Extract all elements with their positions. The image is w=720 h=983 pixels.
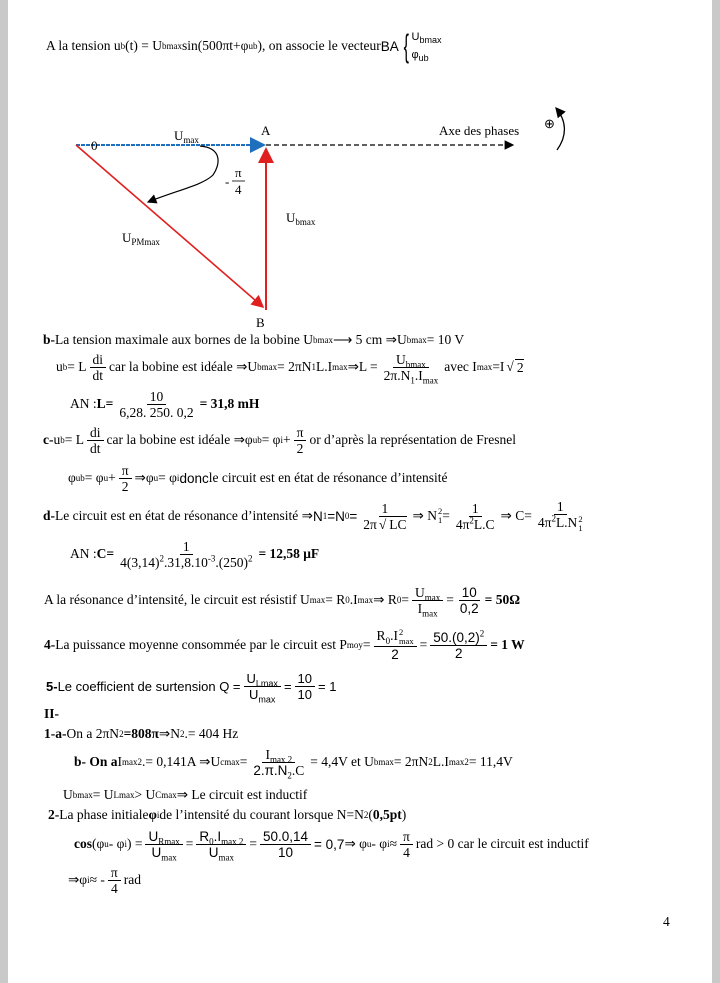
numerator (147, 389, 167, 405)
text-fragment: 10 (297, 670, 312, 686)
bold-text: φ (148, 807, 157, 822)
numerator (294, 425, 307, 441)
component-list (412, 28, 442, 64)
text-fragment: > U (134, 787, 156, 802)
intro-line: A la tension u b (t) = U bmax sin(500πt+φ ub ), on associe le vecteur BA { $U_{bmax}$ $\varphi_{ub}$ (46, 28, 442, 64)
denominator (453, 517, 498, 532)
subscript: 1 (578, 523, 583, 533)
text-fragment: avec I (444, 359, 477, 374)
text-fragment: 4π (537, 515, 552, 531)
numerator (412, 585, 443, 601)
bold-text: 5- (46, 678, 58, 694)
text-fragment: π (296, 424, 304, 440)
text-fragment: .(250) (215, 554, 248, 570)
part-b-line: b- La tension maximale aux bornes de la bobine U bmax ⟶ 5 cm ⇒U bmax = 10 V (43, 332, 465, 347)
angle-den: 4 (235, 182, 242, 197)
text-fragment: 6,28. 250. 0,2 (119, 404, 194, 420)
bold-text: = 31,8 mH (199, 396, 260, 411)
text-fragment: ⇒L = (347, 359, 378, 374)
fraction (374, 628, 417, 662)
radicand (387, 516, 406, 532)
sans-text: BA (380, 38, 399, 54)
denominator (452, 646, 466, 661)
numerator (87, 425, 104, 441)
text-fragment: 2π (363, 516, 377, 532)
positive-sense-icon: ⊕ (544, 116, 555, 131)
superscript: 2 (551, 513, 556, 524)
angle-arrow (148, 146, 218, 202)
phi-i-result: ⇒φ i ≈ - $\frac{\pi}{4}$ rad (68, 864, 141, 896)
text-fragment: .I (390, 628, 398, 644)
text-fragment: = R (325, 592, 346, 607)
denominator (90, 368, 107, 383)
subscript: bmax (419, 35, 442, 46)
sans-text: = 0,7 (314, 836, 345, 852)
superscript: 2 (398, 627, 404, 637)
text-fragment: dt (92, 367, 104, 383)
angle-sign: - (225, 174, 230, 189)
denominator (360, 517, 409, 532)
text-fragment: π (121, 462, 129, 478)
denominator (415, 600, 441, 619)
text-fragment: - φ (371, 836, 388, 851)
numerator (554, 499, 567, 515)
text-fragment: 2 (296, 440, 304, 456)
bold-text: 0,5pt (372, 807, 402, 822)
numerator (260, 829, 311, 845)
text-fragment: 2 (121, 478, 129, 494)
part-2-line: 2- La phase initiale φ i de l’intensité du courant lorsque N=N 2 ( 0,5pt ) (48, 807, 407, 822)
subscript: 1 (410, 375, 415, 386)
text-fragment: π (110, 864, 118, 880)
bold-text: d- (43, 508, 56, 523)
text-fragment: 2π.N (383, 367, 411, 383)
text-fragment: U (415, 584, 425, 600)
text-fragment: = (442, 508, 450, 523)
part-5-line (46, 666, 336, 706)
resonance-line: A la résonance d’intensité, le circuit est résistif U max = R 0 .I max ⇒ R 0 = $\frac{U_{max}}{I_{max}}$ = $\frac{10}{0,2}$ = 50Ω (44, 584, 521, 619)
bold-text: 2- (48, 807, 60, 822)
fraction (90, 352, 107, 383)
text-fragment: =I (492, 359, 505, 374)
text-fragment: I (117, 754, 123, 769)
subscript: 1 (437, 515, 443, 525)
text-fragment: A la tension u (46, 38, 121, 53)
text-fragment: L.N (555, 515, 578, 531)
text-fragment: = (446, 592, 454, 607)
text-fragment: .= 0,141A ⇒U (142, 754, 221, 769)
text-fragment: u (56, 359, 63, 374)
text-fragment: 1 (471, 500, 479, 516)
text-fragment: AN : (70, 546, 97, 561)
text-fragment: U (246, 670, 256, 686)
text-fragment: = (419, 637, 428, 652)
superscript: 2 (437, 506, 443, 516)
text-fragment: ⇒φ (134, 470, 154, 485)
fraction (145, 828, 182, 863)
text-fragment: 2 (516, 359, 524, 375)
text-fragment: ) = (126, 836, 143, 851)
text-fragment: φ (68, 470, 76, 485)
sans-text: 2.π.N (253, 762, 288, 778)
an-inductance (70, 384, 259, 424)
origin-label: 0 (91, 138, 98, 153)
numerator (430, 630, 487, 646)
sans-text: U (151, 844, 162, 860)
subscript: max 2 (221, 836, 244, 847)
fresnel-diagram (8, 95, 712, 335)
text-fragment: rad (123, 872, 141, 887)
sans-text: 2 (391, 647, 399, 662)
numerator (244, 671, 281, 687)
text-fragment: dt (90, 440, 101, 456)
text-fragment: = U (92, 787, 114, 802)
text-fragment: ≈ (389, 836, 398, 851)
text-fragment: ( (368, 807, 373, 822)
numerator (295, 671, 315, 687)
text-fragment: 1 (556, 499, 564, 514)
subscript: max (422, 375, 439, 386)
fraction (196, 828, 246, 863)
text-fragment: car la bobine est idéale ⇒U (109, 359, 258, 374)
text-fragment: ⇒φ (68, 872, 88, 887)
numerator (90, 352, 107, 368)
text-fragment: 4 (110, 880, 118, 896)
sans-text: .I (213, 828, 222, 844)
text-fragment: I (417, 600, 423, 616)
numerator (196, 829, 246, 845)
vector-component (412, 46, 442, 64)
text-fragment: 10 (149, 388, 164, 404)
angle-num: π (235, 165, 242, 180)
umax-label: $U_{max}$ (174, 128, 199, 145)
sans-text: 0,2 (459, 600, 479, 616)
bold-text: c- (43, 432, 54, 447)
subscript: ub (418, 53, 429, 64)
sans-text: donc (179, 470, 209, 486)
bold-text: =808π (123, 726, 159, 741)
sans-text: U (208, 844, 219, 860)
text-fragment: = L (67, 359, 87, 374)
numerator (108, 865, 121, 881)
bold-text: II- (44, 706, 60, 721)
superscript: 2 (578, 514, 583, 524)
fraction (260, 829, 311, 860)
axis-label: Axe des phases (439, 123, 520, 138)
rotation-sense-icon (556, 108, 564, 150)
text-fragment: car la bobine est idéale ⇒φ (106, 432, 253, 447)
text-fragment: 1 (381, 500, 389, 516)
superscript: 2 (479, 628, 485, 638)
sans-text: 50.0,14 (262, 828, 309, 844)
text-fragment: = L (64, 432, 84, 447)
fraction (117, 539, 255, 570)
bold-text: 4- (44, 637, 56, 652)
text-fragment: = (239, 754, 248, 769)
bold-text: = 50Ω (484, 592, 521, 607)
text-fragment: = 1 (318, 678, 337, 694)
subscript: Lmax (255, 678, 278, 689)
text-fragment: U (63, 787, 73, 802)
text-fragment: A la résonance d’intensité, le circuit est résistif U (44, 592, 310, 607)
text-fragment: L.C (473, 516, 495, 532)
text-fragment: ⇒ Le circuit est inductif (176, 787, 308, 802)
an-capacitance (70, 534, 319, 574)
text-fragment: Le circuit est en état de résonance d’intensité ⇒ (55, 508, 313, 523)
radicand (515, 359, 524, 376)
fraction (295, 671, 315, 702)
denominator (275, 845, 296, 860)
part-4-line: 4- La puissance moyenne consommée par le circuit est P moy = $R_0.I$ 2 max 2 = $\frac{50.(0,2)^2}{2}$ = 1 W (44, 627, 525, 662)
ubmax-label: $U_{bmax}$ (286, 210, 316, 227)
numerator (262, 747, 295, 763)
subscript: max (161, 852, 177, 863)
bold-text: b- On a (74, 754, 118, 769)
text-fragment: .31,8.10 (163, 554, 208, 570)
denominator (148, 844, 179, 863)
denominator (108, 881, 121, 896)
denominator (294, 441, 307, 456)
fraction (360, 501, 409, 532)
text-fragment: = 2πN (277, 359, 312, 374)
text-fragment: U (411, 31, 420, 43)
text-fragment: sin(500πt+φ (181, 38, 249, 53)
text-fragment: = 11,4V (468, 754, 513, 769)
text-fragment: di (90, 424, 101, 440)
text-fragment: (t) = U (125, 38, 162, 53)
text-fragment: U (249, 686, 259, 702)
sans-text: N (312, 508, 323, 524)
numerator (400, 829, 413, 845)
denominator (119, 479, 132, 494)
text-fragment: I (265, 746, 270, 762)
subscript: max (258, 694, 276, 705)
text-fragment: = (362, 637, 371, 652)
cos-equation: cos (φ u - φ i ) = $\frac{U_{Rmax}}{U_{max}}$ = $\frac{R_0.I_{max 2}}{U_{max}}$ = $\frac{50.0,14}{10}$ = 0,7 ⇒ φ u - φ i ≈ $\frac{\pi}{4}$ rad > 0 car le circuit est inductif (74, 828, 589, 863)
text-fragment: 4 (403, 844, 410, 860)
text-fragment: = (249, 836, 257, 851)
sqrt-icon: √ (378, 516, 387, 532)
vector-components (401, 28, 442, 64)
text-fragment: 4(3,14) (120, 554, 160, 570)
numerator (459, 585, 480, 601)
text-fragment: = (401, 592, 409, 607)
denominator (295, 687, 315, 702)
document-page (8, 0, 712, 983)
point-b-label: B (256, 315, 265, 330)
text-fragment: ⟶ 5 cm ⇒U (332, 332, 407, 347)
fraction (119, 463, 132, 494)
text-fragment: = φ (158, 470, 177, 485)
sans-text: 50.(0,2) (433, 629, 480, 645)
inductive-line: U bmax = U Lmax > U Cmax ⇒ Le circuit est inductif (63, 787, 308, 802)
text-fragment: LC (389, 516, 407, 532)
text-fragment: La phase initiale (59, 807, 149, 822)
upm-label: $U_{PMmax}$ (122, 230, 160, 247)
text-fragment: U (396, 351, 406, 367)
text-fragment: La puissance moyenne consommée par le circuit est P (55, 637, 347, 652)
text-fragment: (φ (92, 836, 105, 851)
text-fragment: π (403, 828, 410, 844)
fraction (294, 425, 307, 456)
subscript: max (398, 636, 414, 646)
text-fragment: ), on associe le vecteur (257, 38, 381, 53)
sans-text: R (199, 828, 210, 844)
text-fragment: de l’intensité du courant lorsque N=N (159, 807, 364, 822)
text-fragment: = φ (84, 470, 104, 485)
sans-text: U (148, 828, 159, 844)
text-fragment: ⇒ N (412, 508, 437, 523)
denominator (381, 367, 442, 386)
subscript: max (422, 608, 438, 619)
subscript: max (424, 592, 441, 603)
fraction (535, 499, 586, 533)
text-fragment: = (283, 678, 292, 694)
bold-text: L= (96, 396, 114, 411)
subsup (399, 628, 414, 646)
text-fragment: R (376, 628, 386, 644)
denominator (117, 555, 255, 570)
text-fragment: ) (401, 807, 407, 822)
fraction (430, 630, 487, 661)
denominator (206, 844, 237, 863)
fraction (457, 585, 482, 616)
page-number: 4 (663, 914, 670, 929)
point-a-label: A (261, 123, 271, 138)
text-fragment: ⇒N (158, 726, 180, 741)
text-fragment: 1 (182, 538, 190, 554)
fraction (87, 425, 104, 456)
fraction (400, 829, 413, 860)
subscript: 0 (385, 635, 391, 646)
denominator (400, 845, 413, 860)
text-fragment: 10 (297, 686, 312, 702)
text-fragment: = (185, 836, 194, 851)
denominator (388, 647, 402, 662)
vector-component (412, 28, 442, 46)
text-fragment: AN : (70, 396, 97, 411)
bold-text: C= (96, 546, 115, 561)
text-fragment: + (108, 470, 116, 485)
bold-text: 1-a- (44, 726, 67, 741)
part-c-line: c- u b = L $\frac{di}{dt}$ car la bobine est idéale ⇒φ ub = φ i + $\frac{\pi}{2}$ or d’après la représentation de Fresnel (43, 424, 516, 456)
text-fragment: .= 404 Hz (184, 726, 239, 741)
text-fragment: La tension maximale aux bornes de la bobine U (55, 332, 313, 347)
part-1b-line: b- On a I max2 .= 0,141A ⇒U cmax = $\frac{I_{max 2}}{2.\pi.N_2.C}$ = 4,4V et U bmax = 2πN 2 L.I max2 = 11,4V (74, 746, 513, 781)
text-fragment: ≈ - (89, 872, 105, 887)
denominator (87, 441, 104, 456)
subscript: Rmax (158, 836, 180, 847)
subscript: max (218, 852, 234, 863)
sans-text: 10 (277, 844, 294, 860)
ub-equation: u b = L $\frac{di}{dt}$ car la bobine est idéale ⇒U bmax = 2πN 1 L.I max ⇒L = $\frac{U_{bmax}}{2\pi.N_1.I_{max}}$ avec I max =I √ 2 (56, 351, 524, 386)
text-fragment: = φ (261, 432, 281, 447)
text-fragment: ⇒ φ (344, 836, 367, 851)
text-fragment: ⇒ R (373, 592, 397, 607)
superscript: 2 (159, 553, 164, 563)
text-fragment: φ (411, 49, 419, 61)
numerator (119, 463, 132, 479)
fraction (412, 584, 443, 619)
superscript: -3 (207, 553, 216, 563)
brace-icon: { (403, 28, 409, 64)
text-fragment: u (53, 432, 61, 447)
fraction (381, 351, 442, 386)
text-fragment: or d’après la représentation de Fresnel (309, 432, 516, 447)
subscript: 0 (209, 836, 214, 847)
text-fragment: Le coefficient de surtension Q = (57, 678, 241, 694)
numerator (374, 628, 417, 647)
fraction (244, 670, 281, 705)
text-fragment: rad > 0 car le circuit est inductif (415, 836, 589, 851)
text-fragment: - φ (108, 836, 125, 851)
text-fragment: L.I (315, 359, 333, 374)
text-fragment: 4π (455, 516, 470, 532)
phase-equation: φ ub = φ u + $\frac{\pi}{2}$ ⇒φ u = φ i donc le circuit est en état de résonance d’intensité (68, 462, 448, 494)
sans-text: 10 (461, 584, 477, 600)
superscript: 2 (247, 553, 253, 563)
text-fragment: On a 2πN (66, 726, 120, 741)
numerator (145, 829, 182, 845)
numerator (180, 539, 193, 555)
part-1a-line: 1-a- On a 2πN 2 =808π ⇒N 2 .= 404 Hz (44, 726, 239, 741)
text-fragment: di (92, 351, 104, 367)
sans-text: = (349, 508, 358, 524)
text-fragment: le circuit est en état de résonance d’intensité (208, 470, 448, 485)
denominator (246, 686, 278, 705)
text-fragment: = 4,4V et U (310, 754, 374, 769)
denominator (116, 405, 196, 420)
bold-text: b- (43, 332, 56, 347)
text-fragment: + (282, 432, 291, 447)
text-fragment: L.I (432, 754, 449, 769)
subscript: max 2 (269, 754, 293, 765)
sans-text: 2 (454, 645, 463, 661)
fraction (116, 389, 196, 420)
numerator (393, 352, 429, 368)
fraction (453, 501, 498, 532)
text-fragment: = 2πN (393, 754, 429, 769)
denominator (535, 515, 586, 533)
superscript: 2 (469, 515, 474, 525)
bold-text: = 12,58 μF (258, 546, 320, 561)
bold-text: = 1 W (490, 637, 525, 652)
denominator (457, 601, 482, 616)
text-fragment: .I (349, 592, 358, 607)
subscript: bmax (405, 359, 426, 370)
text-fragment: .I (414, 367, 423, 383)
text-fragment: .C (291, 762, 305, 778)
sqrt-icon: √ (506, 359, 514, 374)
fraction (250, 746, 307, 781)
subsup (578, 515, 582, 533)
bold-text: cos (74, 836, 92, 851)
text-fragment: = 10 V (426, 332, 465, 347)
text-fragment: ⇒ C= (500, 508, 532, 523)
part-d-line: d- Le circuit est en état de résonance d’intensité ⇒ N 1 =N 0 = $\frac{1}{2\pi √ LC}$ ⇒ N 2 1 = $\frac{1}{4\pi^2L.C}$ ⇒ C= 1 $4\pi^2L.N$ 2 1 (43, 496, 589, 536)
sans-text: =N (327, 508, 345, 524)
fraction (108, 865, 121, 896)
subscript: 2 (287, 770, 292, 781)
numerator (379, 501, 392, 517)
